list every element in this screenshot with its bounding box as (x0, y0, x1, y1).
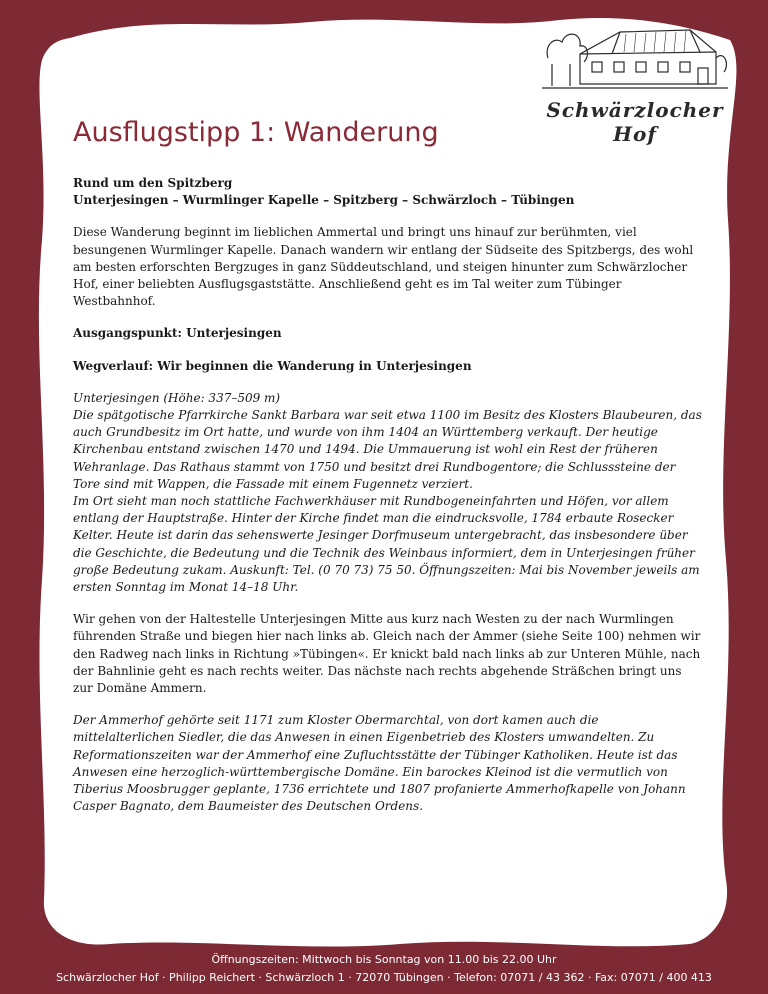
footer-hours: Öffnungszeiten: Mittwoch bis Sonntag von 11.00 bis 22.00 Uhr (211, 953, 557, 966)
unterjesingen-heading: Unterjesingen (Höhe: 337–509 m) (73, 390, 281, 405)
page-title: Ausflugstipp 1: Wanderung (73, 117, 439, 148)
walk-paragraph: Wir gehen von der Haltestelle Unterjesingen Mitte aus kurz nach Westen zu der nach Wurmlingen führenden Straße und biegen hier nach links ab. Gleich nach der Ammer (siehe Seite 100) nehmen wir den Radweg nach links in Richtung »Tübingen«. Er knickt bald nach links ab zur Unteren Mühle, nach der Bahnlinie geht es nach rechts weiter. Das nächste nach rechts abgehende Sträßchen bringt uns zur Domäne Ammern. (73, 612, 701, 696)
ammerhof-paragraph: Der Ammerhof gehörte seit 1171 zum Kloster Obermarchtal, von dort kamen auch die mittelalterlichen Siedler, die das Anwesen in einen Eigenbetrieb des Klosters umwandelten. Zu Reformationszeiten war der Ammerhof eine Zufluchtsstätte der Tübinger Katholiken. Heute ist das Anwesen eine herzoglich-württembergische Domäne. Ein barockes Kleinod ist die vermutlich von Tiberius Moosbrugger geplante, 1736 errichtete und 1807 profanierte Ammerhofkapelle von Johann Casper Bagnato, dem Baumeister des Deutschen Ordens. (73, 713, 686, 814)
footer-address: Schwärzlocher Hof · Philipp Reichert · Schwärzloch 1 · 72070 Tübingen · Telefon: 07071 / 43 362 · Fax: 07071 / 400 413 (56, 971, 712, 984)
unterjesingen-section (73, 390, 703, 596)
route-heading (73, 175, 703, 209)
intro-paragraph: Diese Wanderung beginnt im lieblichen Ammertal und bringt uns hinauf zur berühmten, viel besungenen Wurmlinger Kapelle. Danach wandern wir entlang der Südseite des Spitzbergs, des wohl am besten erforschten Bergzuges in ganz Süddeutschland, und steigen hinunter zum Schwärzlocher Hof, einer beliebten Ausflugsgaststätte. Anschließend geht es im Tal weiter zum Tübinger Westbahnhof. (73, 225, 694, 309)
logo (540, 18, 730, 146)
route-name: Rund um den Spitzberg (73, 176, 233, 190)
route-stops: Unterjesingen – Wurmlinger Kapelle – Spitzberg – Schwärzloch – Tübingen (73, 193, 575, 208)
start-point: Ausgangspunkt: Unterjesingen (73, 326, 282, 341)
unterjesingen-text-2: Im Ort sieht man noch stattliche Fachwerkhäuser mit Rundbogeneinfahrten und Höfen, vor allem entlang der Hauptstraße. Hinter der Kirche findet man die eindrucksvolle, 1784 erbaute Rosecker Kelter. Heute ist darin das sehenswerte Jesinger Dorfmuseum untergebracht, das insbesondere über die Geschichte, die Bedeutung und die Technik des Weinbaus informiert, dem in Unterjesingen früher große Bedeutung zukam. Auskunft: Tel. (0 70 73) 75 50. Öffnungszeiten: Mai bis November jeweils am ersten Sonntag im Monat 14–18 Uhr. (73, 494, 700, 595)
logo-name: Schwärzlocher Hof (546, 98, 724, 146)
farmhouse-drawing-icon (540, 18, 730, 98)
article-body (73, 175, 703, 831)
course-heading: Wegverlauf: Wir beginnen die Wanderung in Unterjesingen (73, 358, 472, 373)
unterjesingen-text-1: Die spätgotische Pfarrkirche Sankt Barbara war seit etwa 1100 im Besitz des Klosters Blaubeuren, das auch Grundbesitz im Ort hatte, und wurde von ihm 1404 an Württemberg verkauft. Der heutige Kirchenbau entstand zwischen 1470 und 1494. Die Ummauerung ist wohl ein Rest der früheren Wehranlage. Das Rathaus stammt von 1750 und besitzt drei Rundbogentore; die Schlusssteine der Tore sind mit Wappen, die Fassade mit einem Fugennetz verziert. (73, 408, 702, 491)
